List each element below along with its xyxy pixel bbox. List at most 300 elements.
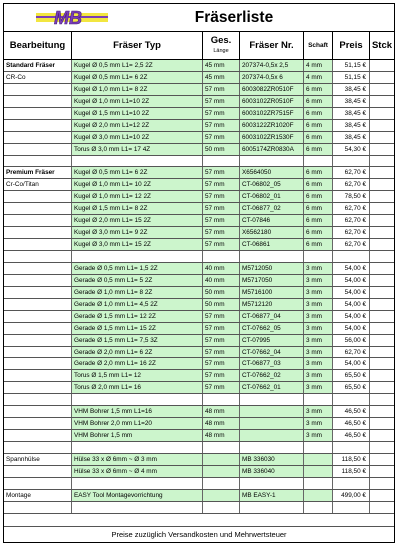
cell-bearbeitung <box>4 430 72 441</box>
page-title: Fräserliste <box>194 9 274 26</box>
cell-stck[interactable] <box>370 203 394 214</box>
col-header-schaft: Schaft <box>304 32 333 59</box>
cell-laenge: 57 mm <box>203 227 240 238</box>
cell-schaft: 6 mm <box>304 179 333 190</box>
cell-fraeser-nr: CT-07662_04 <box>240 347 304 358</box>
cell-fraeser-typ: VHM Bohrer 1,5 mm L1=16 <box>72 406 203 417</box>
cell-preis: 65,50 € <box>333 382 370 393</box>
cell-stck[interactable] <box>370 311 394 322</box>
cell-fraeser-nr: MB EASY-1 <box>240 490 304 501</box>
cell-stck[interactable] <box>370 275 394 286</box>
cell-bearbeitung <box>4 311 72 322</box>
cell-stck[interactable] <box>370 215 394 226</box>
cell-fraeser-typ: Kugel Ø 3,0 mm L1= 15 2Z <box>72 239 203 250</box>
cell-preis: 118,50 € <box>333 454 370 465</box>
cell-preis: 62,70 € <box>333 179 370 190</box>
cell-fraeser-typ: Kugel Ø 2,0 mm L1= 15 2Z <box>72 215 203 226</box>
cell-bearbeitung <box>4 120 72 131</box>
cell-fraeser-typ: Torus Ø 2,0 mm L1= 16 <box>72 382 203 393</box>
cell-preis: 54,00 € <box>333 323 370 334</box>
cell-fraeser-typ <box>72 251 203 262</box>
cell-schaft: 3 mm <box>304 323 333 334</box>
price-sheet <box>3 3 395 543</box>
footer-note: Preise zuzüglich Versandkosten und Mehrwertsteuer <box>4 526 394 543</box>
cell-laenge: 57 mm <box>203 96 240 107</box>
cell-bearbeitung: Spannhülse <box>4 454 72 465</box>
table-row <box>4 430 394 442</box>
cell-laenge: 57 mm <box>203 108 240 119</box>
table-row <box>4 167 394 179</box>
cell-schaft <box>304 156 333 167</box>
cell-preis <box>333 442 370 453</box>
cell-stck[interactable] <box>370 358 394 369</box>
cell-fraeser-typ: VHM Bohrer 2,0 mm L1=20 <box>72 418 203 429</box>
cell-laenge <box>203 502 240 513</box>
cell-fraeser-nr: M5712050 <box>240 263 304 274</box>
cell-stck[interactable] <box>370 490 394 501</box>
column-header-row <box>4 32 394 60</box>
table-row <box>4 490 394 502</box>
cell-fraeser-nr: 6003082ZR0510F <box>240 84 304 95</box>
cell-preis: 38,45 € <box>333 108 370 119</box>
cell-bearbeitung <box>4 84 72 95</box>
cell-schaft: 3 mm <box>304 370 333 381</box>
cell-fraeser-nr <box>240 430 304 441</box>
cell-fraeser-nr <box>240 478 304 489</box>
col-header-ges: Ges. <box>210 34 232 46</box>
cell-fraeser-typ: Kugel Ø 0,5 mm L1= 6 2Z <box>72 72 203 83</box>
table-row <box>4 132 394 144</box>
col-header-preis: Preis <box>333 32 370 59</box>
cell-preis: 38,45 € <box>333 84 370 95</box>
cell-fraeser-typ: VHM Bohrer 1,5 mm <box>72 430 203 441</box>
cell-preis: 51,15 € <box>333 60 370 71</box>
cell-fraeser-nr: CT-07662_01 <box>240 382 304 393</box>
cell-schaft: 4 mm <box>304 60 333 71</box>
cell-fraeser-nr <box>240 251 304 262</box>
cell-bearbeitung <box>4 275 72 286</box>
cell-schaft: 3 mm <box>304 275 333 286</box>
sheet-header <box>4 4 394 32</box>
cell-fraeser-nr <box>240 418 304 429</box>
table-row <box>4 370 394 382</box>
cell-laenge: 48 mm <box>203 406 240 417</box>
cell-stck[interactable] <box>370 263 394 274</box>
cell-laenge: 57 mm <box>203 239 240 250</box>
cell-schaft <box>304 502 333 513</box>
cell-fraeser-nr: 6003102ZR1530F <box>240 132 304 143</box>
cell-fraeser-typ: Kugel Ø 3,0 mm L1= 9 2Z <box>72 227 203 238</box>
cell-stck[interactable] <box>370 370 394 381</box>
cell-fraeser-typ: Kugel Ø 3,0 mm L1=10 2Z <box>72 132 203 143</box>
table-row <box>4 406 394 418</box>
cell-stck[interactable] <box>370 108 394 119</box>
cell-stck[interactable] <box>370 287 394 298</box>
cell-schaft: 3 mm <box>304 263 333 274</box>
cell-bearbeitung <box>4 406 72 417</box>
cell-stck[interactable] <box>370 430 394 441</box>
cell-stck[interactable] <box>370 466 394 477</box>
cell-stck[interactable] <box>370 239 394 250</box>
cell-bearbeitung <box>4 263 72 274</box>
cell-fraeser-nr: CT-06877_03 <box>240 358 304 369</box>
cell-bearbeitung <box>4 239 72 250</box>
price-table-body <box>4 60 394 514</box>
cell-stck[interactable] <box>370 418 394 429</box>
cell-preis <box>333 156 370 167</box>
cell-bearbeitung: Cr-Co/Titan <box>4 179 72 190</box>
cell-schaft: 6 mm <box>304 108 333 119</box>
cell-fraeser-typ: Kugel Ø 0,5 mm L1= 2,5 2Z <box>72 60 203 71</box>
cell-bearbeitung <box>4 323 72 334</box>
cell-stck[interactable] <box>370 502 394 513</box>
col-header-fraeser-nr: Fräser Nr. <box>240 32 304 59</box>
cell-laenge: 57 mm <box>203 84 240 95</box>
cell-schaft: 3 mm <box>304 430 333 441</box>
cell-schaft: 4 mm <box>304 72 333 83</box>
table-row <box>4 275 394 287</box>
cell-bearbeitung <box>4 132 72 143</box>
table-row <box>4 227 394 239</box>
cell-fraeser-typ: EASY Tool Montagevorrichtung <box>72 490 203 501</box>
cell-laenge: 50 mm <box>203 144 240 155</box>
cell-laenge <box>203 490 240 501</box>
cell-fraeser-typ <box>72 156 203 167</box>
cell-laenge <box>203 454 240 465</box>
cell-bearbeitung <box>4 466 72 477</box>
table-row <box>4 215 394 227</box>
cell-bearbeitung <box>4 358 72 369</box>
cell-preis: 38,45 € <box>333 96 370 107</box>
cell-laenge <box>203 478 240 489</box>
cell-fraeser-nr: 6003102ZR0510F <box>240 96 304 107</box>
cell-stck[interactable] <box>370 60 394 71</box>
cell-preis: 38,45 € <box>333 120 370 131</box>
cell-preis: 78,50 € <box>333 191 370 202</box>
cell-schaft: 3 mm <box>304 347 333 358</box>
cell-bearbeitung <box>4 335 72 346</box>
cell-fraeser-nr <box>240 394 304 405</box>
cell-fraeser-typ: Kugel Ø 1,0 mm L1= 12 2Z <box>72 191 203 202</box>
cell-bearbeitung <box>4 502 72 513</box>
cell-fraeser-nr <box>240 502 304 513</box>
cell-preis: 54,00 € <box>333 263 370 274</box>
cell-fraeser-nr: 207374-0,5x 6 <box>240 72 304 83</box>
cell-schaft <box>304 490 333 501</box>
cell-bearbeitung <box>4 478 72 489</box>
table-row <box>4 418 394 430</box>
cell-schaft <box>304 466 333 477</box>
cell-bearbeitung <box>4 108 72 119</box>
table-row <box>4 299 394 311</box>
cell-preis: 56,00 € <box>333 335 370 346</box>
table-row <box>4 251 394 263</box>
cell-fraeser-nr: CT-06802_05 <box>240 179 304 190</box>
cell-schaft: 6 mm <box>304 167 333 178</box>
cell-bearbeitung: Montage <box>4 490 72 501</box>
cell-fraeser-nr: CT-06802_01 <box>240 191 304 202</box>
cell-schaft <box>304 442 333 453</box>
cell-fraeser-typ: Kugel Ø 1,5 mm L1=10 2Z <box>72 108 203 119</box>
cell-schaft: 3 mm <box>304 406 333 417</box>
cell-schaft: 3 mm <box>304 299 333 310</box>
cell-preis: 62,70 € <box>333 347 370 358</box>
cell-preis: 62,70 € <box>333 167 370 178</box>
cell-stck[interactable] <box>370 167 394 178</box>
cell-preis: 54,00 € <box>333 287 370 298</box>
cell-laenge: 57 mm <box>203 215 240 226</box>
cell-fraeser-typ: Hülse 33 x Ø 6mm ~ Ø 4 mm <box>72 466 203 477</box>
cell-stck[interactable] <box>370 144 394 155</box>
table-row <box>4 84 394 96</box>
cell-schaft: 6 mm <box>304 84 333 95</box>
cell-bearbeitung: Standard Fräser <box>4 60 72 71</box>
cell-schaft: 6 mm <box>304 215 333 226</box>
cell-fraeser-nr: MB 336030 <box>240 454 304 465</box>
cell-fraeser-typ: Gerade Ø 1,0 mm L1= 4,5 2Z <box>72 299 203 310</box>
cell-preis: 46,50 € <box>333 418 370 429</box>
table-row <box>4 466 394 478</box>
cell-laenge: 45 mm <box>203 72 240 83</box>
cell-laenge <box>203 251 240 262</box>
cell-laenge: 57 mm <box>203 335 240 346</box>
cell-laenge: 57 mm <box>203 120 240 131</box>
cell-schaft: 3 mm <box>304 382 333 393</box>
cell-preis: 46,50 € <box>333 430 370 441</box>
cell-schaft: 6 mm <box>304 96 333 107</box>
cell-fraeser-typ: Kugel Ø 0,5 mm L1= 6 2Z <box>72 167 203 178</box>
cell-fraeser-nr <box>240 406 304 417</box>
table-row <box>4 382 394 394</box>
cell-fraeser-nr: 6005174ZR0830A <box>240 144 304 155</box>
cell-bearbeitung: CR-Co <box>4 72 72 83</box>
cell-bearbeitung <box>4 96 72 107</box>
cell-preis: 62,70 € <box>333 239 370 250</box>
cell-fraeser-nr: CT-06877_04 <box>240 311 304 322</box>
cell-stck[interactable] <box>370 191 394 202</box>
cell-stck[interactable] <box>370 335 394 346</box>
cell-laenge <box>203 442 240 453</box>
cell-stck[interactable] <box>370 72 394 83</box>
table-row <box>4 311 394 323</box>
cell-fraeser-typ: Gerade Ø 1,5 mm L1= 12 2Z <box>72 311 203 322</box>
cell-bearbeitung <box>4 191 72 202</box>
cell-laenge: 40 mm <box>203 275 240 286</box>
cell-fraeser-nr: CT-07846 <box>240 215 304 226</box>
cell-preis <box>333 478 370 489</box>
table-row <box>4 156 394 168</box>
table-row <box>4 478 394 490</box>
cell-schaft: 6 mm <box>304 191 333 202</box>
cell-laenge: 48 mm <box>203 430 240 441</box>
cell-schaft: 3 mm <box>304 287 333 298</box>
cell-preis <box>333 394 370 405</box>
cell-bearbeitung <box>4 144 72 155</box>
col-header-stck: Stck <box>371 39 393 51</box>
table-row <box>4 239 394 251</box>
cell-fraeser-nr: M5716100 <box>240 287 304 298</box>
cell-fraeser-nr: MB 336040 <box>240 466 304 477</box>
cell-fraeser-typ: Kugel Ø 1,0 mm L1= 8 2Z <box>72 84 203 95</box>
cell-schaft: 6 mm <box>304 239 333 250</box>
cell-schaft: 3 mm <box>304 335 333 346</box>
cell-fraeser-typ: Kugel Ø 1,0 mm L1= 10 2Z <box>72 179 203 190</box>
cell-bearbeitung <box>4 370 72 381</box>
cell-schaft: 6 mm <box>304 144 333 155</box>
table-row <box>4 323 394 335</box>
cell-fraeser-nr <box>240 442 304 453</box>
cell-fraeser-typ <box>72 478 203 489</box>
cell-fraeser-typ: Hülse 33 x Ø 6mm ~ Ø 3 mm <box>72 454 203 465</box>
table-row <box>4 120 394 132</box>
table-row <box>4 502 394 514</box>
col-header-laenge-sub: Länge <box>213 47 229 54</box>
cell-preis: 62,70 € <box>333 215 370 226</box>
cell-stck[interactable] <box>370 478 394 489</box>
cell-laenge: 57 mm <box>203 179 240 190</box>
col-header-laenge <box>203 32 240 59</box>
cell-fraeser-nr: 6003102ZR7515F <box>240 108 304 119</box>
cell-stck[interactable] <box>370 382 394 393</box>
cell-bearbeitung <box>4 347 72 358</box>
cell-stck[interactable] <box>370 179 394 190</box>
cell-laenge: 57 mm <box>203 191 240 202</box>
cell-fraeser-nr: M5717050 <box>240 275 304 286</box>
table-row <box>4 454 394 466</box>
cell-preis: 54,00 € <box>333 275 370 286</box>
cell-fraeser-nr: CT-06861 <box>240 239 304 250</box>
table-row <box>4 442 394 454</box>
cell-stck[interactable] <box>370 442 394 453</box>
cell-fraeser-nr: M5712120 <box>240 299 304 310</box>
cell-bearbeitung <box>4 394 72 405</box>
cell-schaft: 6 mm <box>304 132 333 143</box>
cell-laenge: 57 mm <box>203 370 240 381</box>
cell-bearbeitung <box>4 299 72 310</box>
cell-fraeser-typ: Torus Ø 1,5 mm L1= 12 <box>72 370 203 381</box>
cell-fraeser-nr: X6564050 <box>240 167 304 178</box>
cell-stck[interactable] <box>370 406 394 417</box>
cell-laenge: 40 mm <box>203 263 240 274</box>
cell-laenge: 57 mm <box>203 323 240 334</box>
table-row <box>4 108 394 120</box>
cell-fraeser-typ: Kugel Ø 1,0 mm L1=10 2Z <box>72 96 203 107</box>
cell-bearbeitung <box>4 382 72 393</box>
cell-laenge <box>203 466 240 477</box>
cell-stck[interactable] <box>370 156 394 167</box>
cell-preis <box>333 251 370 262</box>
cell-preis: 54,00 € <box>333 358 370 369</box>
cell-preis: 54,00 € <box>333 311 370 322</box>
cell-fraeser-typ <box>72 394 203 405</box>
company-logo <box>36 7 108 28</box>
table-row <box>4 287 394 299</box>
cell-bearbeitung <box>4 418 72 429</box>
cell-preis: 51,15 € <box>333 72 370 83</box>
table-row <box>4 144 394 156</box>
cell-laenge: 50 mm <box>203 287 240 298</box>
cell-stck[interactable] <box>370 299 394 310</box>
svg-text:MB: MB <box>54 8 82 28</box>
table-row <box>4 72 394 84</box>
cell-fraeser-typ: Gerade Ø 2,0 mm L1= 16 2Z <box>72 358 203 369</box>
table-row <box>4 263 394 275</box>
cell-fraeser-nr: X6562180 <box>240 227 304 238</box>
cell-bearbeitung <box>4 442 72 453</box>
cell-fraeser-nr: CT-07662_02 <box>240 370 304 381</box>
cell-preis: 46,50 € <box>333 406 370 417</box>
cell-bearbeitung <box>4 215 72 226</box>
cell-bearbeitung <box>4 227 72 238</box>
cell-bearbeitung <box>4 156 72 167</box>
cell-laenge: 57 mm <box>203 203 240 214</box>
cell-stck[interactable] <box>370 84 394 95</box>
cell-stck[interactable] <box>370 96 394 107</box>
cell-stck[interactable] <box>370 347 394 358</box>
table-row <box>4 335 394 347</box>
cell-fraeser-typ <box>72 442 203 453</box>
cell-bearbeitung <box>4 251 72 262</box>
cell-preis <box>333 502 370 513</box>
table-row <box>4 191 394 203</box>
cell-preis: 118,50 € <box>333 466 370 477</box>
cell-stck[interactable] <box>370 120 394 131</box>
table-row <box>4 203 394 215</box>
col-header-bearbeitung: Bearbeitung <box>4 32 72 59</box>
cell-fraeser-typ: Gerade Ø 1,0 mm L1= 8 2Z <box>72 287 203 298</box>
cell-stck[interactable] <box>370 394 394 405</box>
cell-fraeser-nr: 6003122ZR1020F <box>240 120 304 131</box>
cell-stck[interactable] <box>370 132 394 143</box>
cell-preis: 62,70 € <box>333 203 370 214</box>
cell-bearbeitung <box>4 287 72 298</box>
cell-fraeser-typ: Gerade Ø 2,0 mm L1= 6 2Z <box>72 347 203 358</box>
cell-fraeser-typ: Kugel Ø 1,5 mm L1= 8 2Z <box>72 203 203 214</box>
cell-laenge: 48 mm <box>203 418 240 429</box>
cell-laenge <box>203 394 240 405</box>
table-row <box>4 96 394 108</box>
cell-fraeser-typ: Torus Ø 3,0 mm L1= 17 4Z <box>72 144 203 155</box>
cell-fraeser-typ: Gerade Ø 1,5 mm L1= 15 2Z <box>72 323 203 334</box>
cell-fraeser-typ: Kugel Ø 2,0 mm L1=12 2Z <box>72 120 203 131</box>
cell-schaft: 6 mm <box>304 203 333 214</box>
cell-fraeser-nr <box>240 156 304 167</box>
cell-laenge: 57 mm <box>203 132 240 143</box>
cell-schaft: 3 mm <box>304 311 333 322</box>
cell-fraeser-typ: Gerade Ø 0,5 mm L1= 1,5 2Z <box>72 263 203 274</box>
cell-schaft: 6 mm <box>304 227 333 238</box>
table-row <box>4 60 394 72</box>
cell-laenge: 57 mm <box>203 347 240 358</box>
cell-stck[interactable] <box>370 227 394 238</box>
cell-laenge: 50 mm <box>203 299 240 310</box>
cell-fraeser-nr: CT-06877_02 <box>240 203 304 214</box>
cell-fraeser-typ: Gerade Ø 0,5 mm L1= 5 2Z <box>72 275 203 286</box>
cell-stck[interactable] <box>370 454 394 465</box>
table-row <box>4 347 394 359</box>
cell-stck[interactable] <box>370 251 394 262</box>
cell-bearbeitung: Premium Fräser <box>4 167 72 178</box>
cell-fraeser-nr: CT-07662_05 <box>240 323 304 334</box>
cell-schaft <box>304 454 333 465</box>
cell-preis: 54,00 € <box>333 299 370 310</box>
cell-schaft <box>304 394 333 405</box>
cell-stck[interactable] <box>370 323 394 334</box>
cell-laenge: 57 mm <box>203 382 240 393</box>
cell-schaft: 3 mm <box>304 418 333 429</box>
cell-bearbeitung <box>4 203 72 214</box>
cell-schaft: 3 mm <box>304 358 333 369</box>
